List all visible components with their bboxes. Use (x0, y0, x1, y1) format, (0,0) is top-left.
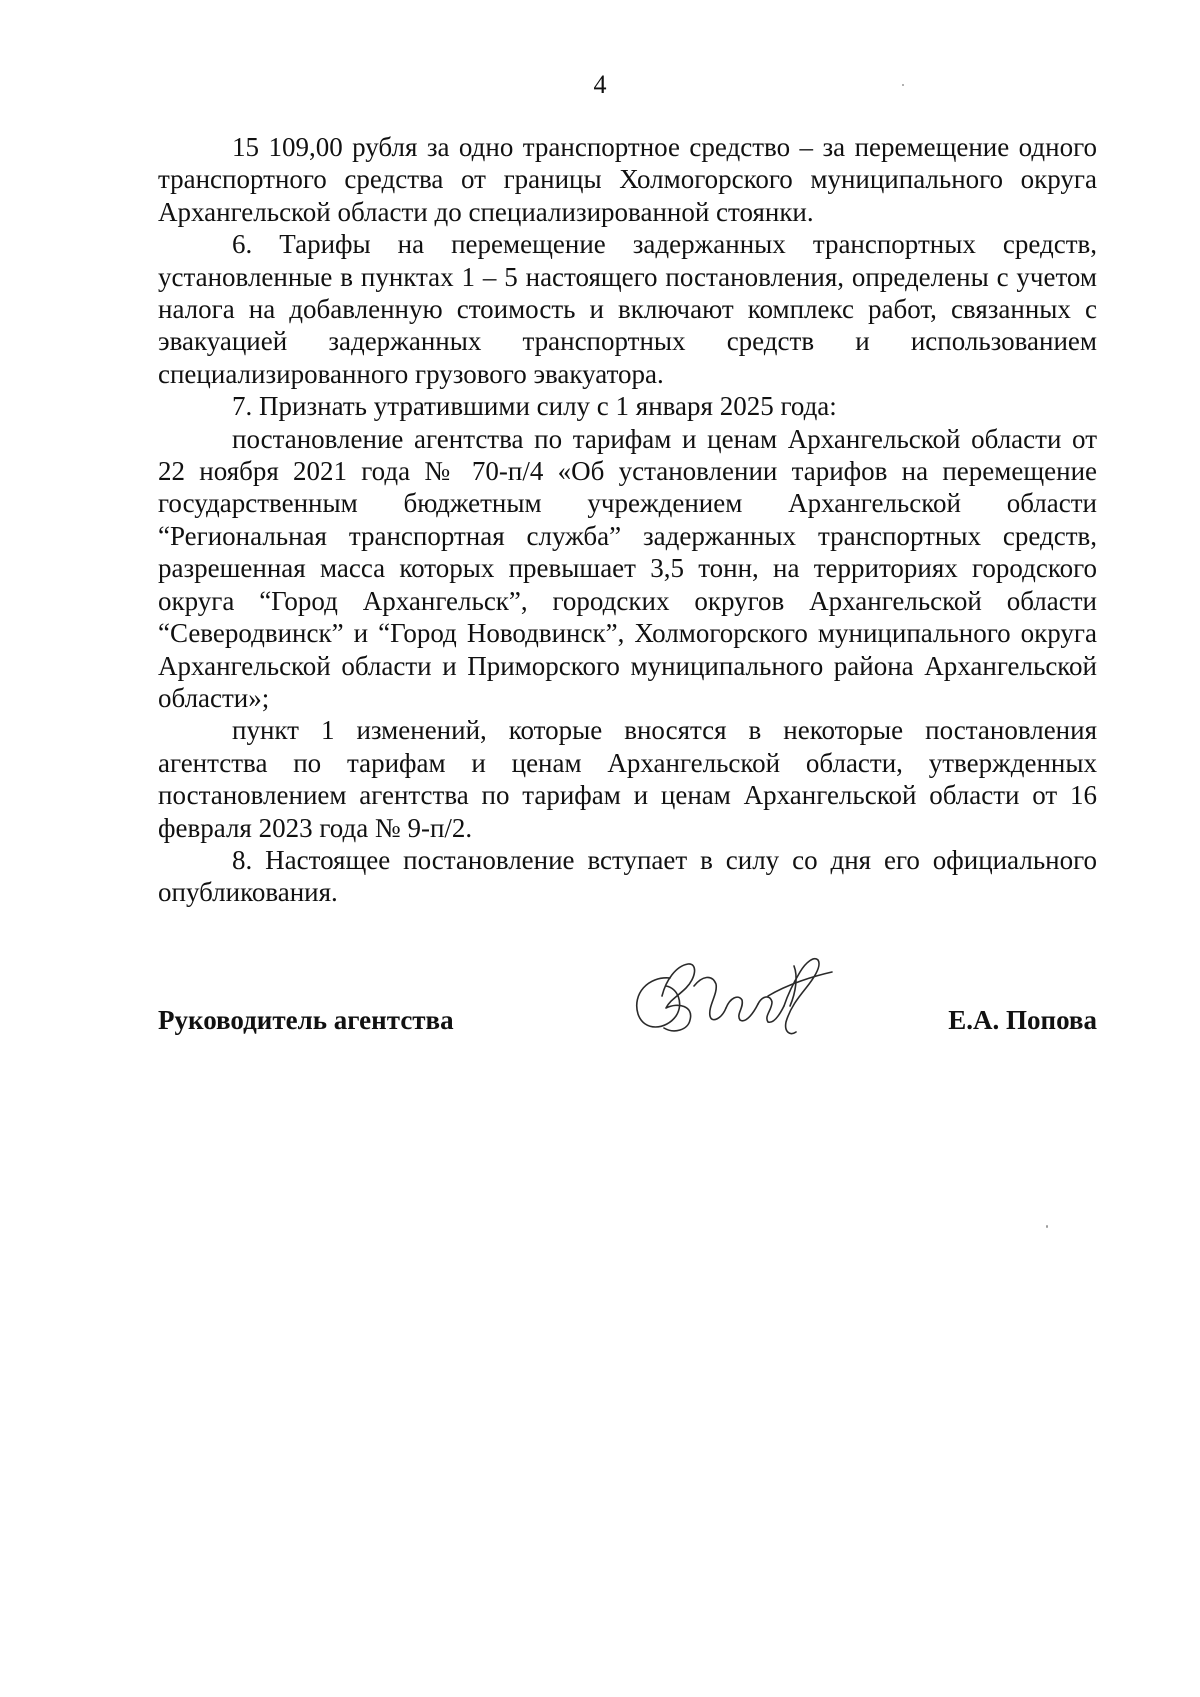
signatory-name: Е.А. Попова (948, 1005, 1097, 1035)
page-number: 4 (593, 70, 607, 99)
signature-block (158, 986, 1097, 1046)
scan-speck (1046, 1225, 1048, 1228)
paragraph-item-6: 6. Тарифы на перемещение задержанных транспортных средств, установленные в пунктах 1 – 5 настоящего постановления, определены с учетом налога на добавленную стоимость и включают комплекс работ, связанных с эвакуацией задержанных транспортных средств и использованием специализированного грузового эвакуатора. (158, 229, 1097, 389)
handwritten-signature (618, 936, 848, 1046)
document-body (158, 131, 1097, 909)
paragraph-repealed-resolution: постановление агентства по тарифам и ценам Архангельской области от 22 ноября 2021 года № 70-п/4 «Об установлении тарифов на перемещение государственным бюджетным учреждением Архангельской области “Региональная транспортная служба” задержанных транспортных средств, разрешенная масса которых превышает 3,5 тонн, на территориях городского округа “Город Архангельск”, городских округов Архангельской области “Северодвинск” и “Город Новодвинск”, Холмогорского муниципального округа Архангельской области и Приморского муниципального района Архангельской области»; (158, 423, 1097, 713)
paragraph-item-8: 8. Настоящее постановление вступает в силу со дня его официального опубликования. (158, 844, 1097, 908)
paragraph-repealed-clause: пункт 1 изменений, которые вносятся в некоторые постановления агентства по тарифам и ценам Архангельской области, утвержденных постановлением агентства по тарифам и ценам Архангельской области от 16 февраля 2023 года № 9-п/2. (158, 715, 1097, 843)
paragraph-tariff-amount: 15 109,00 рубля за одно транспортное средство – за перемещение одного транспортного средства от границы Холмогорского муниципального округа Архангельской области до специализированной стоянки. (158, 132, 1097, 227)
paragraph-item-7: 7. Признать утратившими силу с 1 января 2025 года: (232, 391, 837, 422)
scan-speck (902, 84, 904, 86)
signatory-title: Руководитель агентства (158, 1005, 454, 1035)
